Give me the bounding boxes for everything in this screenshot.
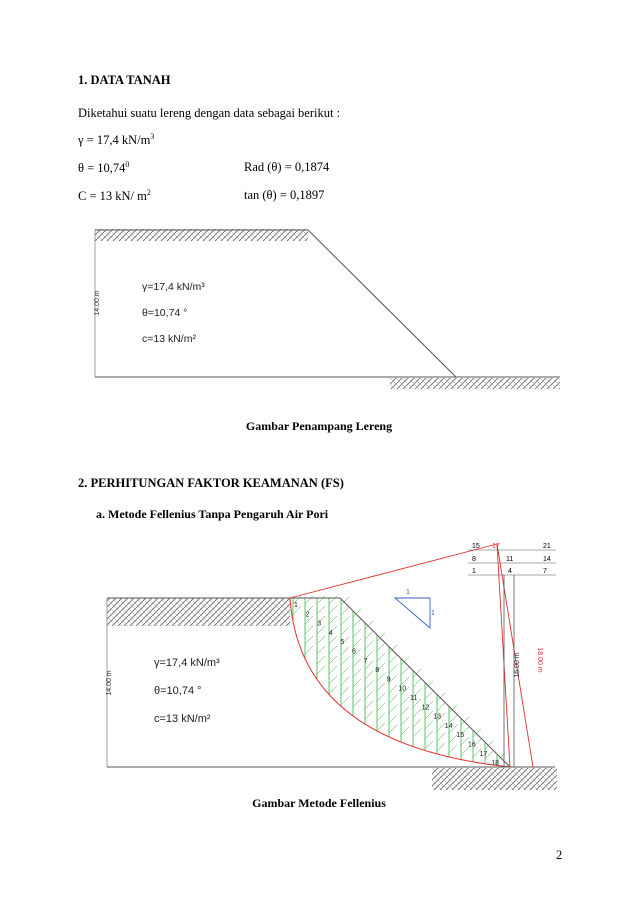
grid-17: 17 xyxy=(492,543,500,550)
fig2-bottom-soil-hatch xyxy=(432,768,557,790)
gamma-value: γ = 17,4 $kN/m^3$ xyxy=(78,132,155,148)
slice-number: 5 xyxy=(340,639,345,647)
fig2-theta-label: θ=10,74 ° xyxy=(154,685,202,697)
slice-number: 4 xyxy=(328,629,333,637)
slice-hatch-stroke xyxy=(353,669,361,677)
slice-hatch-stroke xyxy=(329,666,337,674)
slice-number: 10 xyxy=(398,685,407,693)
slice-hatch-stroke xyxy=(341,677,349,685)
slice-hatch-stroke xyxy=(425,691,433,699)
slice-hatch-stroke xyxy=(473,729,481,737)
vert-label-18m: 18.00 m xyxy=(536,647,543,673)
radius-line-vertical xyxy=(497,544,510,767)
radius-line-left xyxy=(290,544,497,598)
slice-hatch-stroke xyxy=(401,667,409,675)
fig2-top-soil-hatch xyxy=(107,598,290,626)
fig2-gamma-label: γ=17,4 kN/m³ xyxy=(154,657,220,669)
slice-hatch-stroke xyxy=(437,743,445,751)
grid-7: 7 xyxy=(543,568,547,575)
vert-label-16m: 16.00 m xyxy=(514,652,521,678)
figure2-caption: Gambar Metode Fellenius xyxy=(252,796,386,810)
slice-hatch-stroke xyxy=(389,715,397,723)
slice-number: 12 xyxy=(421,704,430,712)
grid-21: 21 xyxy=(543,543,551,550)
fig2-height-label: 14.00 m xyxy=(106,670,113,696)
slice-hatch-stroke xyxy=(413,719,421,727)
slice-hatch-stroke xyxy=(389,695,397,703)
slice-number: 16 xyxy=(468,741,476,749)
slice-hatch-stroke xyxy=(449,705,457,713)
slice-hatch-stroke xyxy=(389,645,397,653)
slope-ratio-v: 1 xyxy=(431,610,435,617)
slice-hatch-stroke xyxy=(377,713,385,721)
fig1-c-label: c=13 kN/m² xyxy=(142,333,196,345)
slice-hatch-stroke xyxy=(377,693,385,701)
theta-value: $\theta = 10,74^0$ xyxy=(78,160,130,176)
slice-hatch-stroke xyxy=(425,731,433,739)
grid-15: 15 xyxy=(472,543,480,550)
slice-hatch-stroke xyxy=(377,723,385,731)
grid-8: 8 xyxy=(472,556,476,563)
slice-hatch-stroke xyxy=(317,646,325,654)
slice-hatch-stroke xyxy=(353,689,361,697)
slice-hatch-stroke xyxy=(365,641,373,649)
slice-hatch-stroke xyxy=(353,629,361,637)
slice-hatch-stroke xyxy=(425,711,433,719)
slice-hatch-stroke xyxy=(413,709,421,717)
fig2-c-label: c=13 kN/m² xyxy=(154,713,211,725)
slice-hatch-stroke xyxy=(413,669,421,677)
slope-ratio-h: 1 xyxy=(406,589,410,596)
tan-value: tan (θ) = 0,1897 xyxy=(244,188,325,202)
slice-hatch-stroke xyxy=(389,665,397,673)
slice-number: 14 xyxy=(444,722,453,730)
slice-hatch-stroke xyxy=(437,693,445,701)
slice-hatch-stroke xyxy=(389,705,397,713)
slice-hatch-stroke xyxy=(485,741,493,749)
slice-hatch-stroke xyxy=(317,636,325,644)
slice-hatch-stroke xyxy=(353,699,361,707)
slice-hatch-stroke xyxy=(377,653,385,661)
slice-hatch-stroke xyxy=(353,609,361,617)
slice-hatch-stroke xyxy=(305,646,313,654)
slice-hatch-stroke xyxy=(413,729,421,737)
slice-hatch-stroke xyxy=(425,741,433,749)
slice-hatch-stroke xyxy=(341,607,349,615)
fig1-gamma-label: γ=17,4 kN/m³ xyxy=(142,281,205,293)
rad-value: Rad (θ) = 0,1874 xyxy=(244,160,330,174)
slice-hatch-stroke xyxy=(401,707,409,715)
slice-hatch-stroke xyxy=(365,701,373,709)
slice-hatch-stroke xyxy=(341,627,349,635)
slice-hatch-stroke xyxy=(365,711,373,719)
slice-hatch-stroke xyxy=(401,727,409,735)
slice-hatch-stroke xyxy=(365,691,373,699)
slice-hatch-stroke xyxy=(449,745,457,753)
cohesion-value: C = 13 kN/ $m^2$ xyxy=(78,188,151,204)
slice-hatch-stroke xyxy=(305,626,313,634)
slice-hatch-stroke xyxy=(341,667,349,675)
slice-number: 1 xyxy=(294,602,298,609)
slice-number: 18 xyxy=(491,760,499,768)
slice-hatch-stroke xyxy=(437,723,445,731)
slice-hatch-stroke xyxy=(401,697,409,705)
slice-hatch-stroke xyxy=(377,703,385,711)
grid-11: 11 xyxy=(506,556,514,563)
slice-hatch-stroke xyxy=(389,725,397,733)
slice-hatch-stroke xyxy=(329,616,337,624)
grid-1: 1 xyxy=(472,568,476,575)
slice-number: 7 xyxy=(363,657,368,665)
slice-hatch-stroke xyxy=(305,636,313,644)
slice-hatch-stroke xyxy=(377,673,385,681)
slice-hatch-stroke xyxy=(365,671,373,679)
grid-14: 14 xyxy=(543,556,551,563)
slice-hatch-stroke xyxy=(341,597,349,605)
slice-hatch-stroke xyxy=(377,633,385,641)
slope-ratio-triangle xyxy=(395,598,430,628)
slice-hatch-stroke xyxy=(317,656,325,664)
slice-hatch-stroke xyxy=(317,666,325,674)
slice-hatch-stroke xyxy=(461,717,469,725)
slice-hatch-stroke xyxy=(425,681,433,689)
figure1-caption: Gambar Penampang Lereng xyxy=(245,419,393,433)
slice-hatch-stroke xyxy=(389,655,397,663)
slice-number: 2 xyxy=(305,611,310,619)
slice-hatch-stroke xyxy=(329,646,337,654)
slice-hatch-stroke xyxy=(401,717,409,725)
slice-hatch-stroke xyxy=(341,687,349,695)
slice-hatching xyxy=(293,596,505,768)
slice-hatch-stroke xyxy=(353,659,361,667)
slice-hatch-stroke xyxy=(353,639,361,647)
slice-hatch-stroke xyxy=(449,715,457,723)
slice-number: 11 xyxy=(410,695,418,702)
grid-4: 4 xyxy=(508,568,512,575)
section2-heading: 2. PERHITUNGAN FAKTOR KEAMANAN (FS) xyxy=(78,476,344,490)
slice-number-labels xyxy=(294,602,499,767)
slice-hatch-stroke xyxy=(437,703,445,711)
slice-hatch-stroke xyxy=(353,619,361,627)
section2-subheading: a. Metode Fellenius Tanpa Pengaruh Air Pori xyxy=(96,507,329,521)
slice-hatch-stroke xyxy=(341,617,349,625)
slice-hatch-stroke xyxy=(401,657,409,665)
slice-hatch-stroke xyxy=(329,596,337,604)
slice-hatch-stroke xyxy=(437,733,445,741)
slice-hatch-stroke xyxy=(377,643,385,651)
slice-number: 9 xyxy=(386,676,391,684)
page-number: 2 xyxy=(556,848,563,862)
slice-hatch-stroke xyxy=(341,657,349,665)
slice-number: 15 xyxy=(456,732,465,740)
section1-intro: Diketahui suatu lereng dengan data sebagai berikut : xyxy=(78,106,341,120)
slice-hatch-stroke xyxy=(329,686,337,694)
slice-hatch-stroke xyxy=(365,631,373,639)
slice-hatch-stroke xyxy=(317,596,325,604)
slice-hatch-stroke xyxy=(365,621,373,629)
slice-hatch-stroke xyxy=(401,677,409,685)
slip-circle xyxy=(290,598,510,767)
slice-hatch-stroke xyxy=(317,606,325,614)
slice-hatch-stroke xyxy=(425,721,433,729)
slice-hatch-stroke xyxy=(329,656,337,664)
fig1-theta-label: θ=10,74 ° xyxy=(142,307,188,319)
slice-hatch-stroke xyxy=(413,679,421,687)
slice-hatch-stroke xyxy=(341,647,349,655)
slice-hatch-stroke xyxy=(365,681,373,689)
section1-heading: 1. DATA TANAH xyxy=(78,73,171,87)
slice-number: 6 xyxy=(352,648,356,656)
slice-hatch-stroke xyxy=(389,685,397,693)
slice-hatch-stroke xyxy=(377,683,385,691)
height-dimension-label: 14.00 m xyxy=(94,290,101,316)
slice-hatch-stroke xyxy=(341,697,349,705)
slice-hatch-stroke xyxy=(329,676,337,684)
slice-number: 13 xyxy=(433,713,441,721)
slice-hatch-stroke xyxy=(329,606,337,614)
slice-number: 17 xyxy=(479,750,488,758)
slice-number: 3 xyxy=(317,620,322,628)
slice-hatch-stroke xyxy=(329,636,337,644)
slice-hatch-stroke xyxy=(305,596,313,604)
slice-hatch-stroke xyxy=(353,679,361,687)
slice-number: 8 xyxy=(375,667,380,675)
